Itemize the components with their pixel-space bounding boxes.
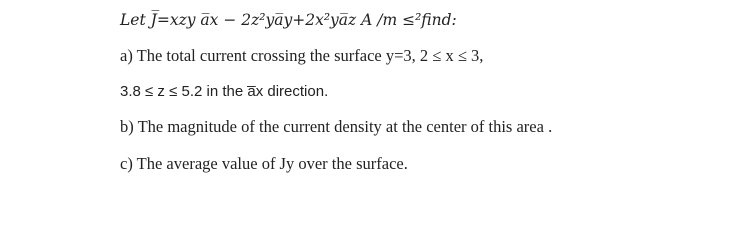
- part-b: b) The magnitude of the current density at the center of this area .: [120, 117, 553, 136]
- part-c: c) The average value of Jy over the surface.: [120, 154, 408, 173]
- given-statement: Let J̅=xzy a̅x − 2z²ya̅y+2x²ya̅z A /m ≤²find:: [120, 11, 457, 29]
- part-a-line-1: a) The total current crossing the surface y=3, 2 ≤ x ≤ 3,: [120, 46, 484, 65]
- part-a-line-2: 3.8 ≤ z ≤ 5.2 in the a̅x direction.: [120, 83, 329, 100]
